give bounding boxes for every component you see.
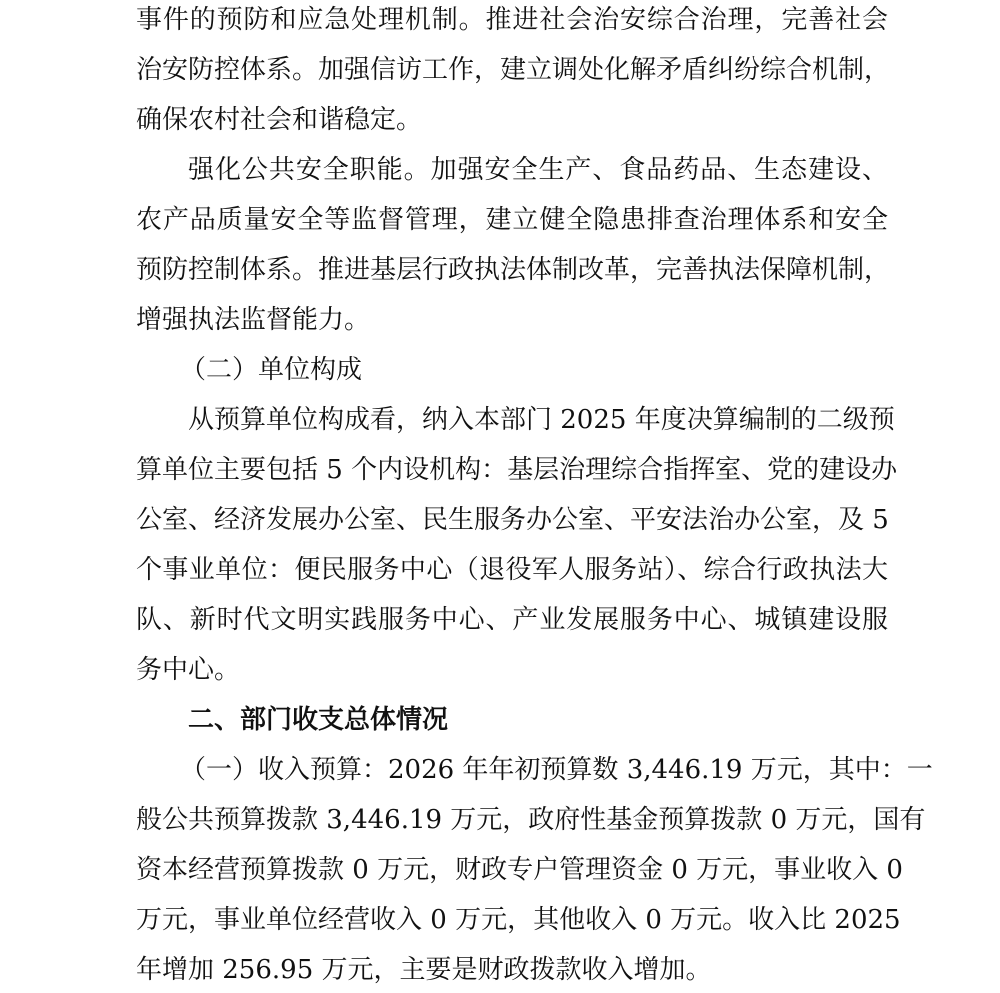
text-line: 公室、经济发展办公室、民生服务办公室、平安法治办公室，及 5 [136,505,889,535]
section-heading: 二、部门收支总体情况 [188,705,449,735]
text-line: 农产品质量安全等监督管理，建立健全隐患排查治理体系和安全 [136,205,888,235]
text-line: 事件的预防和应急处理机制。推进社会治安综合治理，完善社会 [136,5,888,35]
text-line: 增强执法监督能力。 [136,305,371,335]
text-line: 队、新时代文明实践服务中心、产业发展服务中心、城镇建设服 [136,605,888,635]
text-line: 个事业单位：便民服务中心（退役军人服务站）、综合行政执法大 [136,555,888,585]
text-line: 资本经营预算拨款 0 万元，财政专户管理资金 0 万元，事业收入 0 [136,855,903,885]
text-line: 算单位主要包括 5 个内设机构：基层治理综合指挥室、党的建设办 [136,455,898,485]
text-line: （一）收入预算：2026 年年初预算数 3,446.19 万元，其中：一 [180,755,933,785]
text-line: 强化公共安全职能。加强安全生产、食品药品、生态建设、 [188,155,888,185]
text-line: 治安防控体系。加强信访工作，建立调处化解矛盾纠纷综合机制， [136,55,891,85]
text-line: 年增加 256.95 万元，主要是财政拨款收入增加。 [136,955,712,985]
text-line: 预防控制体系。推进基层行政执法体制改革，完善执法保障机制， [136,255,891,285]
subsection-heading: （二）单位构成 [180,355,363,385]
text-line: 务中心。 [136,655,241,685]
text-line: 确保农村社会和谐稳定。 [136,105,423,135]
text-line: 万元，事业单位经营收入 0 万元，其他收入 0 万元。收入比 2025 [136,905,901,935]
text-line: 般公共预算拨款 3,446.19 万元，政府性基金预算拨款 0 万元，国有 [136,805,926,835]
text-line: 从预算单位构成看，纳入本部门 2025 年度决算编制的二级预 [188,405,895,435]
